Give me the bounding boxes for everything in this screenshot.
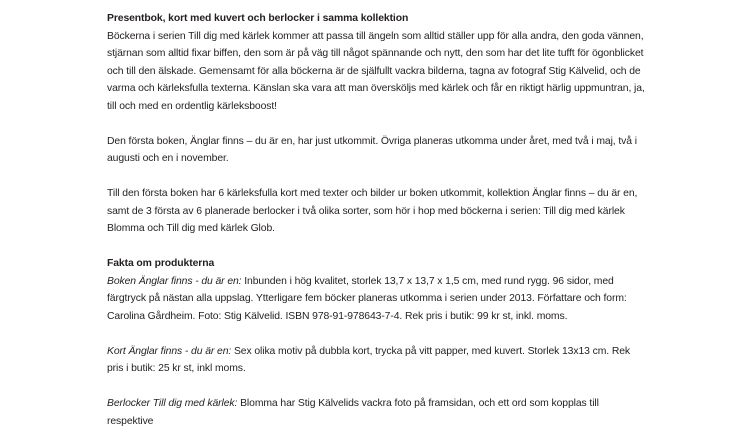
card-facts-paragraph [107, 343, 647, 378]
charm-facts-label: Berlocker Till dig med kärlek: [107, 398, 238, 409]
book-facts-paragraph [107, 273, 647, 326]
document-body [107, 10, 647, 430]
card-facts-label: Kort Änglar finns - du är en: [107, 345, 232, 357]
collection-paragraph: Till den första boken har 6 kärleksfulla kort med texter och bilder ur boken utkommit, kollektion Änglar finns – du är en, samt de 3 första av 6 planerade berlocker i två olika sorter, som hör i hop med böckerna i serien: Till dig med kärlek Blomma och Till dig med kärlek Glob. [107, 188, 638, 234]
intro-paragraph: Böckerna i serien Till dig med kärlek kommer att passa till ängeln som alltid ställer upp för alla andra, den goda vännen, stjärnan som alltid fixar biffen, den som är på väg till något spännande och nytt, den som har det lite tufft för ögonblicket och till den älskade. Gemensamt för alla böckerna är de själfullt vackra bilderna, tagna av fotograf Stig Kälvelid, och de varma och kärleksfulla texterna. Känslan ska vara att man översköljs med kärlek och får en riktigt härlig uppmuntran, ja, till och med en ordentlig kärleksboost! [107, 30, 645, 112]
charm-facts-paragraph [107, 395, 647, 430]
release-paragraph: Den första boken, Änglar finns – du är en, har just utkommit. Övriga planeras utkomma under året, med två i maj, två i augusti och en i november. [107, 135, 637, 164]
book-facts-text: Inbunden i hög kvalitet, storlek 13,7 x 13,7 x 1,5 cm, med rund rygg. 96 sidor, med färgtryck på nästan alla uppslag. Ytterligare fem böcker planeras utkomma i serien under 2013. Författare och form: Carolina Gårdheim. Foto: Stig Kälvelid. ISBN 978-91-978643-7-4. Rek pris i butik: 99 kr st, inkl. moms. [107, 275, 627, 322]
section-heading: Presentbok, kort med kuvert och berlocker i samma kollektion [107, 13, 409, 24]
book-facts-label: Boken Änglar finns - du är en: [107, 275, 242, 287]
charm-facts-text: Blomma har Stig Kälvelids vackra foto på framsidan, och ett ord som kopplas till respektive [107, 398, 599, 427]
card-facts-text: Sex olika motiv på dubbla kort, trycka på vitt papper, med kuvert. Storlek 13x13 cm. Rek pris i butik: 25 kr st, inkl moms. [107, 345, 631, 374]
facts-heading: Fakta om produkterna [107, 258, 215, 269]
